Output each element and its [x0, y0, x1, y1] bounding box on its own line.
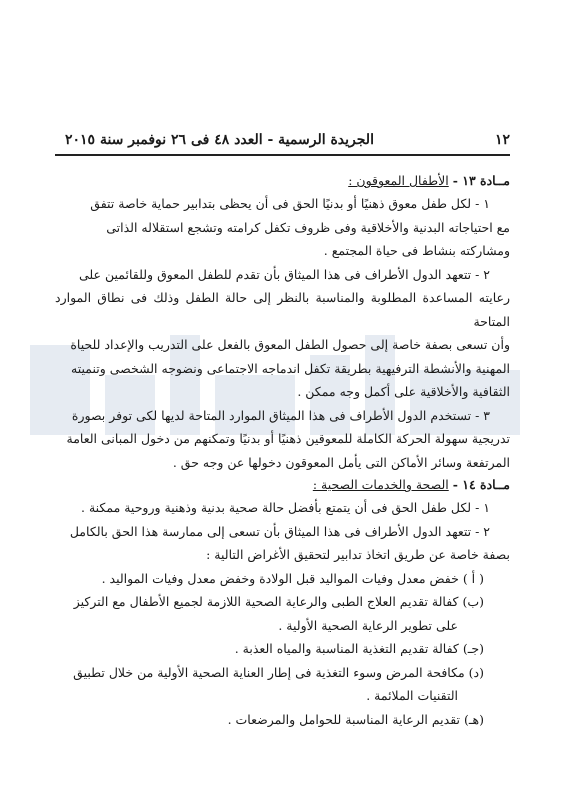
article-14	[55, 474, 510, 731]
article-14-item-a: ( أ ) خفض معدل وفيات المواليد قبل الولادة وخفض معدل وفيات المواليد .	[101, 570, 484, 586]
article-13-label: مــادة ١٣ -	[452, 173, 510, 188]
article-14-item-b-line-1: (ب) كفالة تقديم العلاج الطبى والرعاية الصحية اللازمة لجميع الأطفال مع التركيز	[73, 594, 484, 609]
gazette-title: الجريدة الرسمية - العدد ٤٨ فى ٢٦ نوفمبر سنة ٢٠١٥	[65, 132, 374, 148]
article-13-para-1-line-1: ١ - لكل طفل معوق ذهنيًا أو بدنيًا الحق فى أن يحظى بتدابير حماية خاصة تتفق	[90, 196, 490, 211]
article-14-item-e: (هـ) تقديم الرعاية المناسبة للحوامل والمرضعات .	[227, 711, 484, 727]
article-13-para-2-line-3: وأن تسعى بصفة خاصة إلى حصول الطفل المعوق بالفعل على التدريب والإعداد للحياة	[70, 337, 510, 352]
article-14-heading	[55, 474, 510, 496]
article-13-para-1-line-3: ومشاركته بنشاط فى حياة المجتمع .	[323, 243, 510, 258]
article-14-para-2-line-1: ٢ - تتعهد الدول الأطراف فى هذا الميثاق بأن تسعى إلى ممارسة هذا الحق بالكامل	[69, 523, 490, 539]
article-14-para-2-line-2: بصفة خاصة عن طريق اتخاذ تدابير لتحقيق الأغراض التالية :	[206, 547, 510, 562]
article-14-label: مــادة ١٤ -	[452, 477, 510, 492]
article-13-para-2-line-2: رعايته المساعدة المطلوبة والمناسبة بالنظر إلى حالة الطفل وذلك فى نطاق الموارد المتاحة	[55, 290, 510, 329]
article-13-para-3-line-2: تدريجية سهولة الحركة الكاملة للمعوقين ذهنيًا أو بدنيًا وتمكنهم من دخول المبانى العامة	[66, 431, 510, 446]
article-14-item-b-line-2: على تطوير الرعاية الصحية الأولية .	[278, 617, 458, 633]
article-13-para-1-line-2: مع احتياجاته البدنية والأخلاقية وفى ظروف تكفل كرامته وتشجع استقلاله الذاتى	[106, 219, 510, 235]
article-13-para-2-line-1: ٢ - تتعهد الدول الأطراف فى هذا الميثاق بأن تقدم للطفل المعوق وللقائمين على	[79, 266, 490, 282]
article-13	[55, 170, 510, 474]
article-13-para-2-line-5: الثقافية والأخلاقية على أكمل وجه ممكن .	[297, 384, 510, 399]
article-14-item-d-line-1: (د) مكافحة المرض وسوء التغذية فى إطار العناية الصحية الأولية من خلال تطبيق	[73, 664, 484, 680]
article-13-para-2-line-4: المهنية والأنشطة الترفيهية بطريقة تكفل اندماجه الاجتماعى ونضوجه الشخصى وتنميته	[71, 360, 510, 376]
article-13-heading	[55, 170, 510, 192]
article-14-para-1: ١ - لكل طفل الحق فى أن يتمتع بأفضل حالة صحية بدنية وذهنية وروحية ممكنة .	[81, 500, 490, 515]
article-13-para-3-line-1: ٣ - تستخدم الدول الأطراف فى هذا الميثاق الموارد المتاحة لديها لكى توفر بصورة	[71, 407, 490, 423]
article-14-item-c: (جـ) كفالة تقديم التغذية المناسبة والمياه العذبة .	[234, 641, 484, 656]
article-14-item-d-line-2: التقنيات الملائمة .	[366, 688, 458, 703]
document-page	[55, 130, 510, 731]
article-13-para-3-line-3: المرتفعة وسائر الأماكن التى يأمل المعوقون دخولها عن وجه حق .	[172, 454, 510, 470]
page-number: ١٢	[494, 132, 510, 148]
article-14-title: الصحة والخدمات الصحية :	[312, 477, 449, 492]
article-13-title: الأطفال المعوقون :	[348, 173, 449, 188]
page-header	[55, 130, 510, 156]
